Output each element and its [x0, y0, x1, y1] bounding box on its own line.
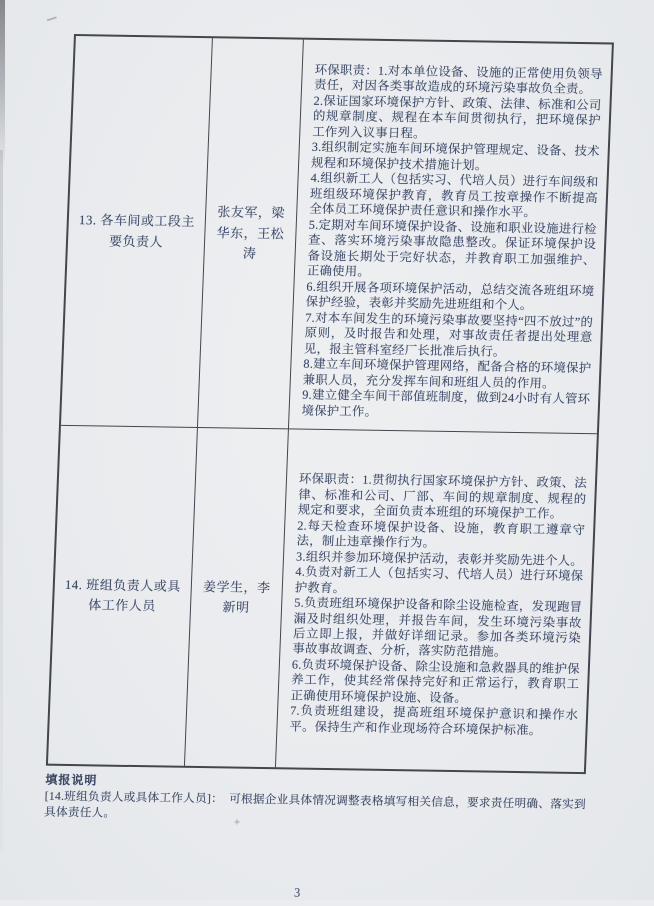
duty-line: 8.建立车间环境保护管理网络，配备合格的环境保护兼职人员，充分发挥车间和班组人员的作用。: [302, 356, 592, 391]
page-number: 3: [293, 885, 301, 901]
scan-artifact-plus: +: [234, 817, 241, 828]
duty-line: 4.负责对新工人（包括实习、代培人员）进行环境保护教育。: [294, 564, 584, 595]
duty-line: 环保职责：1.贯彻执行国家环境保护方针、政策、法律、标准和公司、厂部、车间的规章制度、规程的规定和要求，全面负责本班组的环境保护工作。: [297, 471, 588, 521]
row-13-label: 13. 各车间或工段主要负责人: [61, 36, 213, 428]
duty-line: 3.组织并参加环境保护活动，表彰并奖励先进个人。: [295, 549, 584, 568]
duty-line: 2.保证国家环境保护方针、政策、法律、标准和公司的规章制度、规程在本车间贯彻执行，把环境保护工作列入议事日程。: [312, 93, 602, 141]
duty-line: 5.定期对车间环境保护设备、设施和职业设施进行检查、落实环境污染事故隐患整改。保证环境保护设备设施长期处于完好状态，并教育职工加强维护、正确使用。: [306, 217, 598, 279]
row-13-names: 张友军，梁华东，王松涛: [198, 38, 304, 429]
row-14-names: 姜学生，李新明: [185, 428, 289, 767]
scan-edge-shadow-faint: [0, 150, 3, 850]
duty-line: 7.对本车间发生的环境污染事故要坚持“四不放过”的原则，及时报告和处理，对事故责任者提出处理意见，报主管科室经厂长批准后执行。: [303, 310, 594, 359]
duty-line: 环保职责：1.对本单位设备、设施的正常使用负领导责任，对因各类事故造成的环境污染事故负全责。: [313, 62, 603, 97]
table-row: [48, 426, 597, 772]
row-14-label: 14. 班组负责人或具体工作人员: [48, 426, 198, 766]
duty-line: 3.组织制定实施车间环境保护管理规定、设备、技术规程和环境保护技术措施计划。: [310, 140, 601, 173]
duty-line: 5.负责班组环境保护设备和除尘设施检查，发现跑冒漏及时组织处理，并报告车间，发生环境污染事故后立即上报，并做好详细记录。参加各类环境污染事故事故调查、分析，落实防范措施。: [292, 595, 583, 660]
table-row: [61, 36, 612, 434]
page-content: [41, 34, 614, 905]
duty-line: 4.组织新工人（包括实习、代培人员）进行车间级和班组级环境保护教育，教育员工按章操作不断提高全体员工环境保护责任意识和操作水平。: [309, 171, 599, 220]
row-14-duties: [276, 430, 597, 773]
row-13-duties: [289, 40, 612, 435]
fill-in-instructions-note: [14.班组负责人或具体工作人员]： 可根据企业具体情况调整表格填写相关信息，要求责任明确、落实到具体责任人。: [43, 789, 587, 820]
duty-line: 7.负责班组建设，提高班组环境保护意识和操作水平。保持生产和作业现场符合环境保护标准。: [289, 703, 579, 738]
duty-line: 6.负责环境保护设备、除尘设施和急救器具的维护保养工作，使其经常保持完好和正常运行，教育职工正确使用环境保护设施、设备。: [290, 657, 581, 706]
duty-line: 9.建立健全车间干部值班制度，做到24小时有人管环境保护工作。: [301, 387, 591, 419]
duty-line: 6.组织开展各项环境保护活动，总结交流各班组环境保护经验，表彰并奖励先进班组和个人。: [305, 279, 595, 313]
responsibility-table: [46, 34, 614, 774]
fill-in-instructions: [44, 771, 598, 829]
fill-in-instructions-title: 填报说明: [45, 772, 98, 788]
scan-edge-shadow: [0, 0, 5, 170]
duty-line: 2.每天检查环境保护设备、设施，教育职工遵章守法，制止违章操作行为。: [296, 518, 586, 550]
